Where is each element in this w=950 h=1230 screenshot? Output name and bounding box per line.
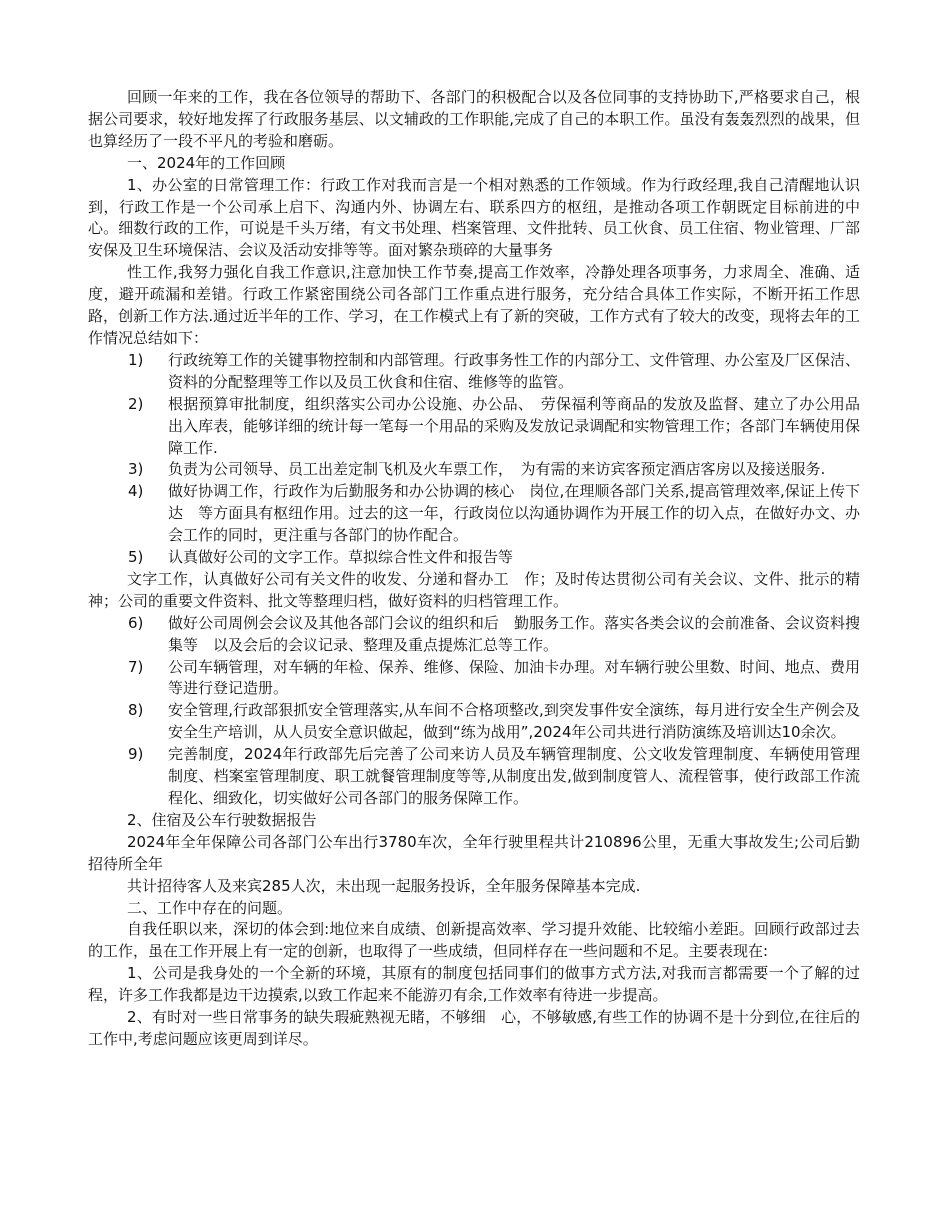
item-text: 完善制度，2024年行政部先后完善了公司来访人员及车辆管理制度、公文收发管理制度、车辆使用管理制度、档案室管理制度、职工就餐管理制度等等,从制度出发,做到制度管人、流程管事，使行政部工作流程化、细致化，切实做好公司各部门的服务保障工作。: [168, 745, 860, 807]
numbered-item: [88, 481, 860, 547]
paragraph: 自我任职以来，深切的体会到:地位来自成绩、创新提高效率、学习提升效能、比较缩小差距。回顾行政部过去的工作，虽在工作开展上有一定的创新，也取得了一些成绩，但同样存在一些问题和不足。主要表现在:: [88, 920, 860, 961]
paragraph: 文字工作，认真做好公司有关文件的收发、分递和督办工 作；及时传达贯彻公司有关会议、文件、批示的精神；公司的重要文件资料、批文等整理归档，做好资料的归档管理工作。: [88, 569, 860, 610]
item-text: 行政统筹工作的关键事物控制和内部管理。行政事务性工作的内部分工、文件管理、办公室及厂区保洁、资料的分配整理等工作以及员工伙食和住宿、维修等的监管。: [168, 350, 860, 391]
numbered-item: [88, 547, 860, 569]
item-number: 8): [128, 701, 144, 720]
item-text: 负责为公司领导、员工出差定制飞机及火车票工作， 为有需的来访宾客预定酒店客房以及接送服务.: [168, 460, 826, 479]
item-number: 2): [128, 394, 144, 413]
paragraph: 回顾一年来的工作，我在各位领导的帮助下、各部门的积极配合以及各位同事的支持协助下,严格要求自己，根据公司要求，较好地发挥了行政服务基层、以文辅政的工作职能,完成了自己的本职工作。虽没有轰轰烈烈的战果，但也算经历了一段不平凡的考验和磨砺。: [88, 88, 860, 150]
paragraph: 2、有时对一些日常事务的缺失瑕疵熟视无睹，不够细 心，不够敏感,有些工作的协调不是十分到位,在往后的工作中,考虑问题应该更周到详尽。: [88, 1008, 860, 1048]
numbered-item: [88, 657, 860, 701]
numbered-item: [88, 700, 860, 744]
paragraph: 1、公司是我身处的一个全新的环境，其原有的制度包括同事们的做事方式方法,对我而言都需要一个了解的过程，许多工作我都是边干边摸索,以致工作起来不能游刃有余,工作效率有待进一步提高。: [88, 964, 860, 1005]
paragraph: 二、工作中存在的问题。: [127, 898, 293, 917]
paragraph: 2、住宿及公车行驶数据报告: [127, 810, 317, 829]
numbered-item: [88, 394, 860, 460]
paragraph: 1、办公室的日常管理工作：行政工作对我而言是一个相对熟悉的工作领域。作为行政经理,我自己清醒地认识到，行政工作是一个公司承上启下、沟通内外、协调左右、联系四方的枢纽，是推动各项工作朝既定目标前进的中心。细数行政的工作，可说是千头万绪，有文书处理、档案管理、文件批转、员工伙食、员工住宿、物业管理、厂部安保及卫生环境保洁、会议及活动安排等等。面对繁杂琐碎的大量事务: [88, 175, 860, 260]
item-number: 1): [128, 350, 144, 369]
item-text: 认真做好公司的文字工作。草拟综合性文件和报告等: [168, 548, 514, 567]
numbered-item: [88, 350, 860, 394]
item-number: 6): [128, 613, 144, 632]
item-number: 7): [128, 657, 144, 676]
numbered-item: [88, 613, 860, 657]
item-text: 做好协调工作，行政作为后勤服务和办公协调的核心 岗位,在理顺各部门关系,提高管理效率,保证上传下达 等方面具有枢纽作用。过去的这一年，行政岗位以沟通协调作为开展工作的切入点，在做好办文、办会工作的同时，更注重与各部门的协作配合。: [168, 482, 860, 545]
item-text: 做好公司周例会会议及其他各部门会议的组织和后 勤服务工作。落实各类会议的会前准备、会议资料搜集等 以及会后的会议记录、整理及重点提炼汇总等工作。: [168, 613, 860, 654]
paragraph: 共计招待客人及来宾285人次，未出现一起服务投诉，全年服务保障基本完成.: [127, 876, 641, 895]
item-text: 公司车辆管理，对车辆的年检、保养、维修、保险、加油卡办理。对车辆行驶公里数、时间、地点、费用等进行登记造册。: [168, 657, 860, 698]
document-body: [88, 87, 860, 1051]
item-number: 3): [128, 460, 144, 479]
item-text: 安全管理,行政部狠抓安全管理落实,从车间不合格项整改,到突发事件安全演练，每月进行安全生产例会及安全生产培训，从人员安全意识做起，做到“练为战用”,2024年公司共进行消防演练及培训达10余次。: [168, 701, 860, 742]
numbered-item: [88, 459, 860, 481]
item-text: 根据预算审批制度，组织落实公司办公设施、办公品、 劳保福利等商品的发放及监督、建立了办公用品出入库表，能够详细的统计每一笔每一个用品的采购及发放记录调配和实物管理工作；各部门车辆使用保障工作.: [168, 394, 860, 457]
item-number: 9): [128, 745, 144, 764]
item-number: 5): [128, 548, 144, 567]
paragraph: 性工作,我努力强化自我工作意识,注意加快工作节奏,提高工作效率，冷静处理各项事务，力求周全、准确、适度，避开疏漏和差错。行政工作紧密围绕公司各部门工作重点进行服务，充分结合具体工作实际，不断开拓工作思路，创新工作方法.通过近半年的工作、学习，在工作模式上有了新的突破，工作方式有了较大的改变，现将去年的工作情况总结如下：: [88, 263, 860, 347]
item-number: 4): [128, 482, 144, 501]
paragraph: 一、2024年的工作回顾: [127, 153, 286, 172]
numbered-item: [88, 744, 860, 810]
paragraph: 2024年全年保障公司各部门公车出行3780车次，全年行驶里程共计210896公里，无重大事故发生;公司后勤招待所全年: [88, 832, 860, 873]
